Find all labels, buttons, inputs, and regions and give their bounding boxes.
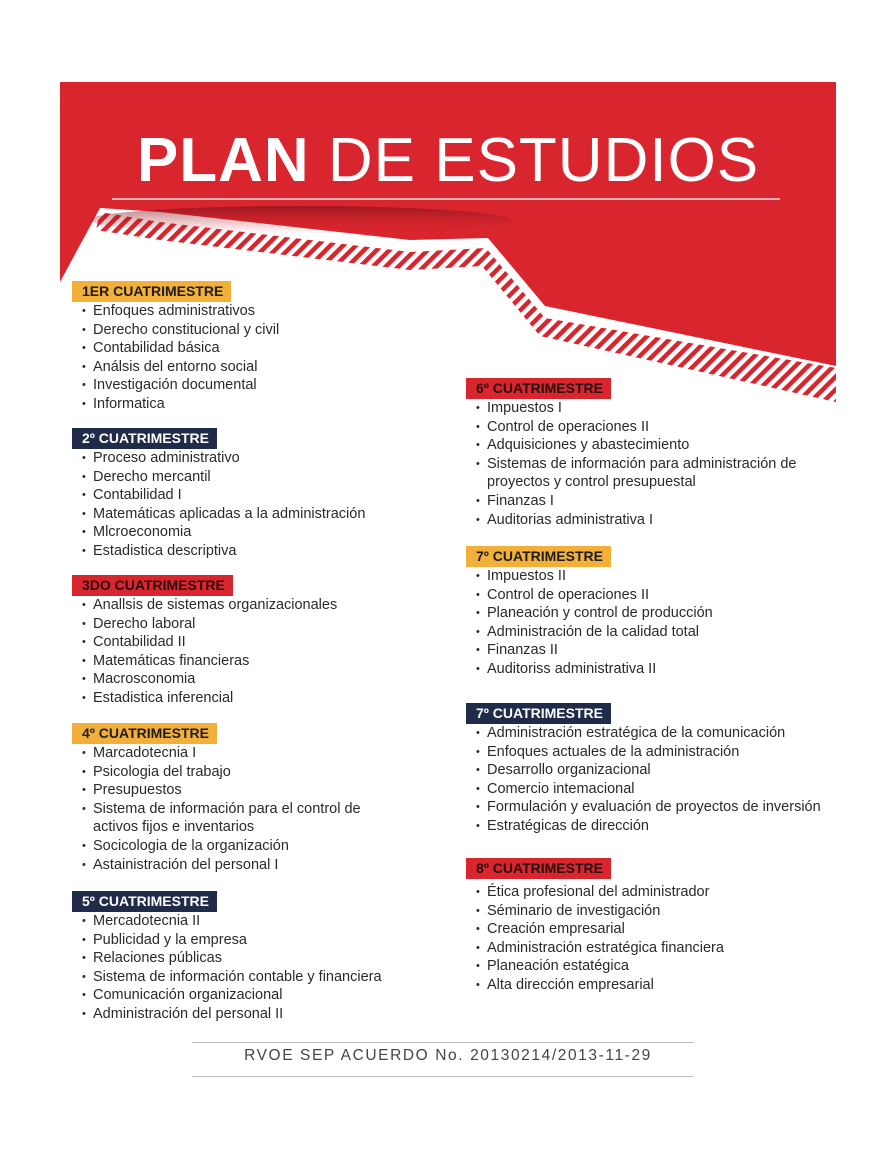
course-item: • Administración estratégica de la comunicación	[476, 724, 846, 743]
course-item: • Psicologia del trabajo	[82, 763, 382, 782]
course-item: • Enfoques actuales de la administración	[476, 743, 846, 762]
course-list	[476, 567, 821, 679]
section-7mo-cuatrimestre-b	[476, 703, 846, 836]
section-1er-cuatrimestre	[82, 281, 402, 414]
course-item: • Matemáticas financieras	[82, 652, 402, 671]
course-item: • Administración estratégica financiera	[476, 939, 821, 958]
section-7mo-cuatrimestre-a	[476, 546, 821, 679]
course-item: • Contabilidad básica	[82, 339, 402, 358]
course-item: • Anallsis de sistemas organizacionales	[82, 596, 402, 615]
section-4to-cuatrimestre	[82, 723, 382, 874]
course-item: • Administración de la calidad total	[476, 623, 821, 642]
course-item: • Adquisiciones y abastecimiento	[476, 436, 821, 455]
course-item: • Séminario de investigación	[476, 902, 821, 921]
course-list	[82, 302, 402, 414]
course-item: • Socicologia de la organización	[82, 837, 382, 856]
section-5to-cuatrimestre	[82, 891, 412, 1024]
course-item: • Desarrollo organizacional	[476, 761, 846, 780]
course-list	[82, 596, 402, 708]
section-header: 7º CUATRIMESTRE	[466, 546, 611, 567]
course-item: • Ética profesional del administrador	[476, 883, 821, 902]
section-header: 3DO CUATRIMESTRE	[72, 575, 233, 596]
title-light: DE ESTUDIOS	[327, 126, 760, 195]
section-8vo-cuatrimestre	[476, 858, 821, 995]
course-item: • Impuestos II	[476, 567, 821, 586]
course-item: • Finanzas II	[476, 641, 821, 660]
course-item: • Contabilidad I	[82, 486, 402, 505]
course-item: • Impuestos I	[476, 399, 821, 418]
course-item: • Formulación y evaluación de proyectos de inversión	[476, 798, 846, 817]
section-header: 2º CUATRIMESTRE	[72, 428, 217, 449]
section-header: 4º CUATRIMESTRE	[72, 723, 217, 744]
course-list	[476, 724, 846, 836]
course-item: • Estratégicas de dirección	[476, 817, 846, 836]
course-item: • Presupuestos	[82, 781, 382, 800]
section-header: 1ER CUATRIMESTRE	[72, 281, 231, 302]
course-item: • Estadistica descriptiva	[82, 542, 402, 561]
section-header: 6º CUATRIMESTRE	[466, 378, 611, 399]
course-item: • Control de operaciones II	[476, 418, 821, 437]
course-item: • Derecho constitucional y civil	[82, 321, 402, 340]
course-item: • Administración del personal II	[82, 1005, 412, 1024]
course-item: • Control de operaciones II	[476, 586, 821, 605]
course-item: • Sistema de información para el control de activos fijos e inventarios	[82, 800, 382, 837]
course-item: • Contabilidad II	[82, 633, 402, 652]
course-list	[82, 744, 382, 874]
footer-bottom-rule	[192, 1076, 694, 1077]
section-3do-cuatrimestre	[82, 575, 402, 708]
course-list	[82, 449, 402, 561]
course-item: • Derecho mercantil	[82, 468, 402, 487]
course-item: • Auditoriss administrativa II	[476, 660, 821, 679]
section-6to-cuatrimestre	[476, 378, 821, 529]
course-item: • Publicidad y la empresa	[82, 931, 412, 950]
course-item: • Astainistración del personal I	[82, 856, 382, 875]
course-item: • Auditorias administrativa I	[476, 511, 821, 530]
course-item: • Comercio intemacional	[476, 780, 846, 799]
course-list	[476, 883, 821, 995]
course-item: • Estadistica inferencial	[82, 689, 402, 708]
course-item: • Comunicación organizacional	[82, 986, 412, 1005]
course-item: • Relaciones públicas	[82, 949, 412, 968]
course-item: • Análsis del entorno social	[82, 358, 402, 377]
course-item: • Planeación y control de producción	[476, 604, 821, 623]
course-item: • Planeación estatégica	[476, 957, 821, 976]
course-item: • Marcadotecnia I	[82, 744, 382, 763]
section-2do-cuatrimestre	[82, 428, 402, 561]
course-item: • Enfoques administrativos	[82, 302, 402, 321]
course-item: • Matemáticas aplicadas a la administración	[82, 505, 402, 524]
footer-rvoe: RVOE SEP ACUERDO No. 20130214/2013-11-29	[244, 1047, 652, 1064]
banner-shadow	[90, 206, 510, 234]
course-item: • Creación empresarial	[476, 920, 821, 939]
section-header: 7º CUATRIMESTRE	[466, 703, 611, 724]
course-item: • Finanzas I	[476, 492, 821, 511]
course-item: • Investigación documental	[82, 376, 402, 395]
title-bold: PLAN	[136, 126, 310, 195]
course-item: • Informatica	[82, 395, 402, 414]
course-item: • Mercadotecnia II	[82, 912, 412, 931]
course-item: • Mlcroeconomia	[82, 523, 402, 542]
course-item: • Derecho laboral	[82, 615, 402, 634]
course-list	[476, 399, 821, 529]
section-header: 5º CUATRIMESTRE	[72, 891, 217, 912]
page-title	[0, 126, 896, 196]
course-item: • Sistemas de información para administración de proyectos y control presupuestal	[476, 455, 821, 492]
section-header: 8º CUATRIMESTRE	[466, 858, 611, 879]
footer-top-rule	[192, 1042, 694, 1043]
course-item: • Sistema de información contable y financiera	[82, 968, 412, 987]
course-list	[82, 912, 412, 1024]
course-item: • Alta dirección empresarial	[476, 976, 821, 995]
course-item: • Macrosconomia	[82, 670, 402, 689]
course-item: • Proceso administrativo	[82, 449, 402, 468]
